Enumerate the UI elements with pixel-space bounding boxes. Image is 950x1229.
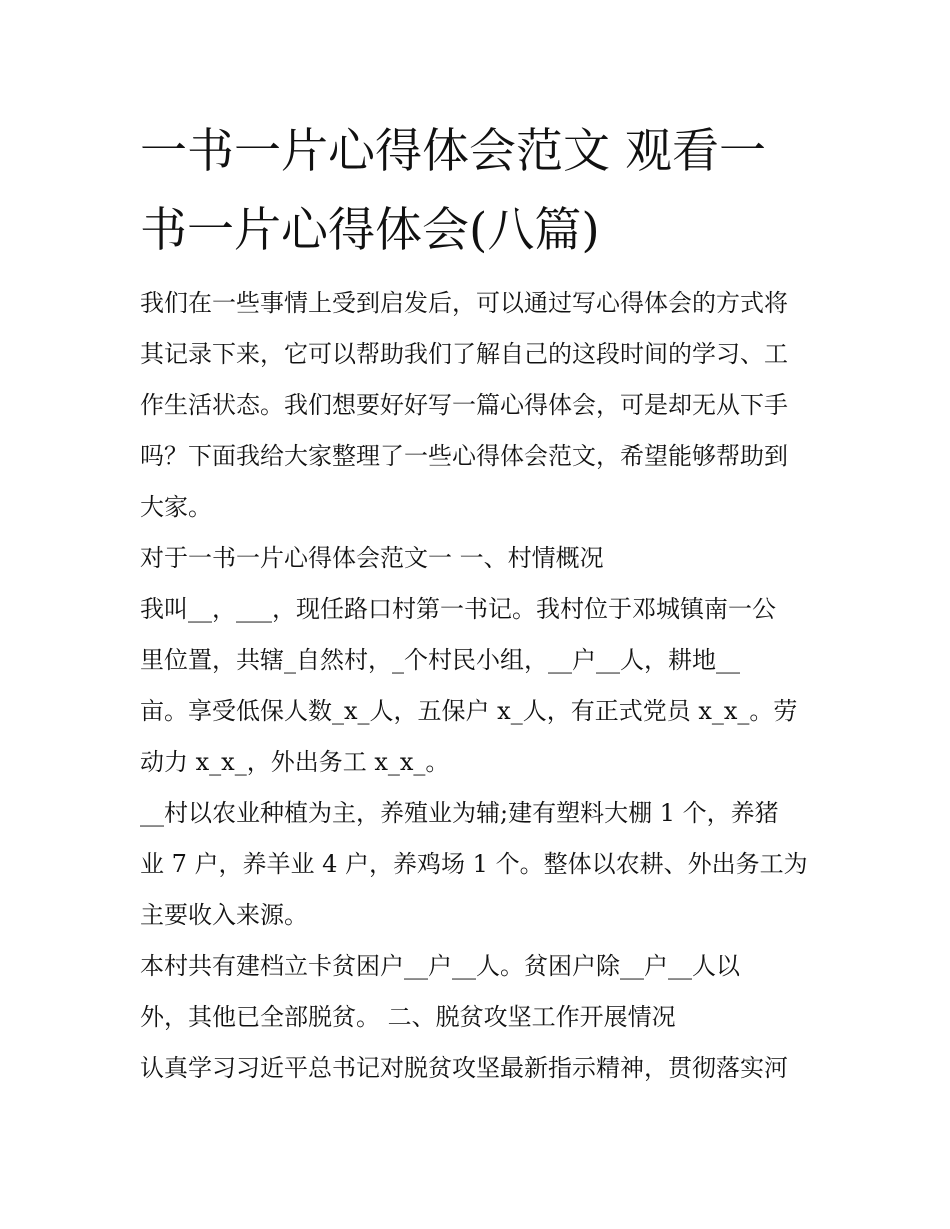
title-line: 书一片心得体会(八篇) xyxy=(140,203,600,258)
text-line: 亩。享受低保人数_x_人，五保户 x_人，有正式党员 x_x_。劳 xyxy=(140,697,798,725)
text-line: 主要收入来源。 xyxy=(140,901,308,929)
paragraph-poverty xyxy=(140,941,830,1043)
text-line: 外，其他已全部脱贫。 二、脱贫攻坚工作开展情况 xyxy=(140,1003,676,1031)
paragraph-village-profile xyxy=(140,584,830,788)
text-line: 对于一书一片心得体会范文一 一、村情概况 xyxy=(140,544,604,572)
document-title xyxy=(140,112,830,270)
text-line: 里位置，共辖_自然村，_个村民小组，__户__人，耕地__ xyxy=(140,646,740,674)
text-line: __村以农业种植为主，养殖业为辅;建有塑料大棚 1 个，养猪 xyxy=(140,799,779,827)
text-line: 大家。 xyxy=(140,493,212,521)
paragraph-work xyxy=(140,1043,830,1094)
document-body xyxy=(140,278,830,1094)
text-line: 本村共有建档立卡贫困户__户__人。贫困户除__户__人以 xyxy=(140,952,740,980)
title-line: 一书一片心得体会范文 观看一 xyxy=(140,124,766,179)
text-line: 动力 x_x_，外出务工 x_x_。 xyxy=(140,748,450,776)
text-line: 我们在一些事情上受到启发后，可以通过写心得体会的方式将 xyxy=(140,289,788,317)
text-line: 作生活状态。我们想要好好写一篇心得体会，可是却无从下手 xyxy=(140,391,788,419)
text-line: 我叫__，___，现任路口村第一书记。我村位于邓城镇南一公 xyxy=(140,595,776,623)
paragraph-intro xyxy=(140,278,830,533)
paragraph-agriculture xyxy=(140,788,830,941)
text-line: 业 7 户，养羊业 4 户，养鸡场 1 个。整体以农耕、外出务工为 xyxy=(140,850,808,878)
section-heading xyxy=(140,533,830,584)
text-line: 其记录下来，它可以帮助我们了解自己的这段时间的学习、工 xyxy=(140,340,788,368)
text-line: 认真学习习近平总书记对脱贫攻坚最新指示精神，贯彻落实河 xyxy=(140,1054,788,1082)
text-line: 吗？下面我给大家整理了一些心得体会范文，希望能够帮助到 xyxy=(140,442,788,470)
